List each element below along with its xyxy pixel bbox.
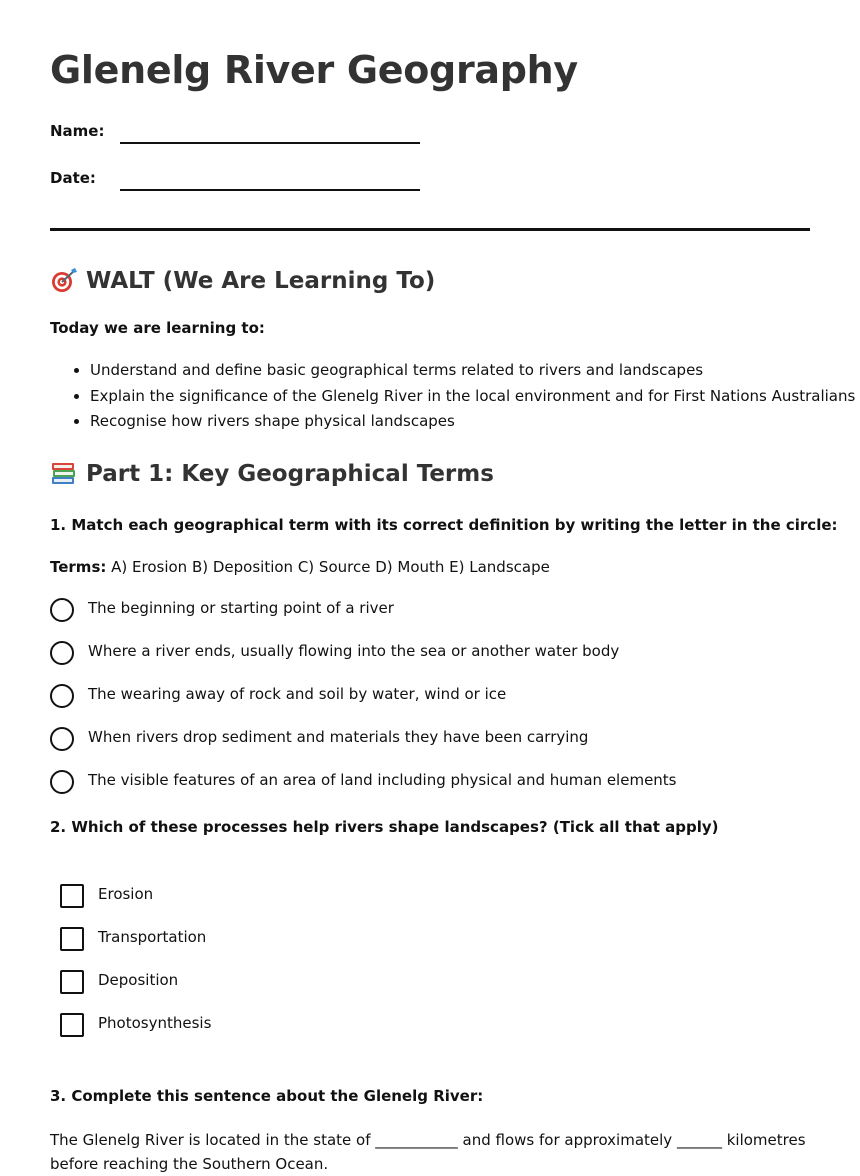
page-title: Glenelg River Geography — [50, 48, 578, 92]
definition-text: The wearing away of rock and soil by water, wind or ice — [88, 685, 507, 703]
date-label: Date: — [50, 169, 96, 187]
q3-prompt: 3. Complete this sentence about the Glenelg River: — [50, 1087, 484, 1105]
match-item — [50, 598, 810, 624]
definition-text: The beginning or starting point of a river — [88, 599, 394, 617]
checkbox-label: Transportation — [98, 928, 207, 946]
match-item — [50, 641, 810, 667]
walt-intro: Today we are learning to: — [50, 319, 265, 337]
walt-item: • Understand and define basic geographical terms related to rivers and landscapes — [90, 358, 850, 384]
part1-heading — [50, 460, 494, 487]
walt-list — [50, 358, 856, 435]
checkbox-option — [60, 927, 460, 953]
walt-heading-text: WALT (We Are Learning To) — [86, 268, 436, 294]
terms-list: A) Erosion B) Deposition C) Source D) Mouth E) Landscape — [106, 558, 550, 576]
terms-line — [50, 558, 550, 576]
walt-item: • Recognise how rivers shape physical landscapes — [90, 409, 850, 435]
q1-prompt: 1. Match each geographical term with its correct definition by writing the letter in the circle: — [50, 516, 838, 534]
answer-circle[interactable] — [50, 684, 74, 708]
definition-text: Where a river ends, usually flowing into the sea or another water body — [88, 642, 620, 660]
checkbox[interactable] — [60, 970, 84, 994]
checkbox-option — [60, 970, 460, 996]
target-icon — [50, 267, 78, 293]
name-label: Name: — [50, 122, 105, 140]
checkbox-label: Erosion — [98, 885, 154, 903]
q2-prompt: 2. Which of these processes help rivers shape landscapes? (Tick all that apply) — [50, 818, 719, 836]
match-item — [50, 684, 810, 710]
checkbox[interactable] — [60, 884, 84, 908]
part1-heading-text: Part 1: Key Geographical Terms — [86, 461, 494, 487]
match-item — [50, 727, 810, 753]
terms-label: Terms: — [50, 558, 107, 576]
walt-item: • Explain the significance of the Glenelg River in the local environment and for First Nations Australians — [90, 384, 850, 410]
answer-circle[interactable] — [50, 727, 74, 751]
checkbox[interactable] — [60, 927, 84, 951]
answer-circle[interactable] — [50, 641, 74, 665]
date-field-row — [50, 169, 450, 199]
checkbox[interactable] — [60, 1013, 84, 1037]
match-item — [50, 770, 810, 796]
checkbox-option — [60, 884, 460, 910]
checkbox-label: Photosynthesis — [98, 1014, 212, 1032]
definition-text: When rivers drop sediment and materials they have been carrying — [88, 728, 589, 746]
books-icon — [50, 460, 78, 486]
date-input-line[interactable] — [120, 189, 420, 191]
fill-in-sentence: The Glenelg River is located in the state of ___________ and flows for approximately ______ kilometres before reaching the Southern Ocean. — [50, 1131, 806, 1173]
name-input-line[interactable] — [120, 142, 420, 144]
name-field-row — [50, 122, 450, 152]
definition-text: The visible features of an area of land including physical and human elements — [88, 771, 677, 789]
header-divider — [50, 228, 810, 231]
walt-heading — [50, 267, 435, 294]
checkbox-option — [60, 1013, 460, 1039]
checkbox-label: Deposition — [98, 971, 179, 989]
answer-circle[interactable] — [50, 770, 74, 794]
answer-circle[interactable] — [50, 598, 74, 622]
